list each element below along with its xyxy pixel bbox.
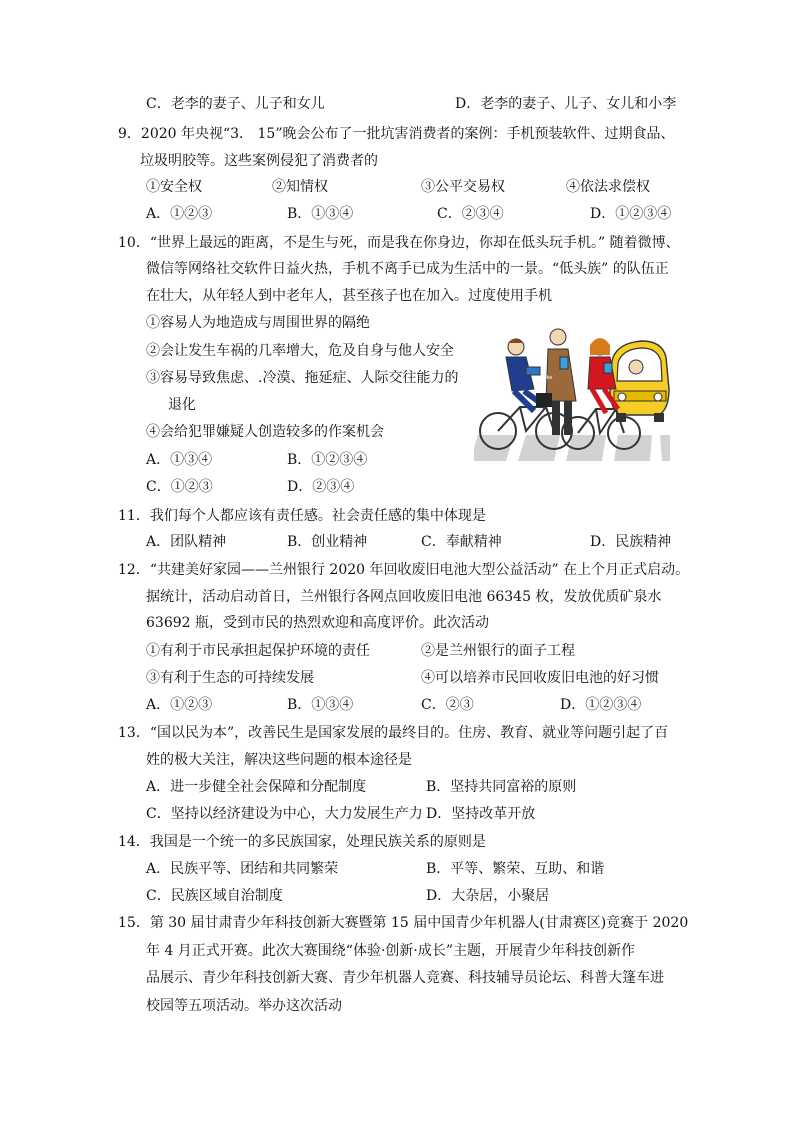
q12-option-a: A．①②③ [146, 697, 213, 713]
q9-option-a: A．①②③ [146, 206, 213, 222]
q12-option-b: B．①③④ [287, 697, 354, 713]
q12-item-3: ③有利于生态的可持续发展 [146, 670, 314, 686]
q10-option-d: D．②③④ [287, 479, 355, 495]
woman-on-bike [588, 338, 618, 413]
q9-stem-line1: 9．2020 年央视“3． 15”晚会公布了一批坑害消费者的案例：手机预装软件、过期食品、 [118, 126, 675, 142]
q13-option-b: B．坚持共同富裕的原则 [426, 779, 577, 795]
q12-stem-line3: 63692 瓶，受到市民的热烈欢迎和高度评价。此次活动 [146, 615, 489, 631]
q11-stem: 11．我们每个人都应该有责任感。社会责任感的集中体现是 [118, 508, 486, 524]
q11-option-d: D．民族精神 [590, 534, 672, 550]
q12-stem-line2: 据统计，活动启动首日，兰州银行各网点回收废旧电池 66345 枚，发放优质矿泉水 [146, 589, 662, 605]
phone-users-illustration [474, 327, 670, 463]
q10-item-3-cont: 退化 [168, 397, 196, 413]
q8-option-c: C．老李的妻子、儿子和女儿 [146, 96, 325, 112]
q10-item-2: ②会让发生车祸的几率增大，危及自身与他人安全 [146, 343, 454, 359]
q13-stem-line2: 姓的极大关注，解决这些问题的根本途径是 [146, 752, 412, 768]
q12-item-2: ②是兰州银行的面子工程 [421, 643, 575, 659]
q13-option-c: C．坚持以经济建设为中心，大力发展生产力 [146, 806, 423, 822]
q14-option-a: A．民族平等、团结和共同繁荣 [146, 861, 339, 877]
q13-stem-line1: 13．“国以民为本”，改善民生是国家发展的最终目的。住房、教育、就业等问题引起了百 [118, 725, 669, 741]
q14-option-d: D．大杂居，小聚居 [426, 888, 550, 904]
q14-stem: 14．我国是一个统一的多民族国家，处理民族关系的原则是 [118, 834, 486, 850]
q12-option-d: D．①②③④ [560, 697, 642, 713]
q9-item-4: ④依法求偿权 [566, 179, 650, 195]
q13-option-d: D．坚持改革开放 [426, 806, 536, 822]
q9-item-1: ①安全权 [146, 179, 202, 195]
q10-option-c: C．①②③ [146, 479, 213, 495]
q12-stem-line1: 12．“共建美好家园——兰州银行 2020 年回收废旧电池大型公益活动” 在上个月正式启动。 [118, 562, 690, 578]
q15-stem-line1: 15．第 30 届甘肃青少年科技创新大赛暨第 15 届中国青少年机器人(甘肃赛区)竞赛于 2020 [118, 915, 689, 931]
q12-item-1: ①有利于市民承担起保护环境的责任 [146, 643, 370, 659]
q15-stem-line4: 校园等五项活动。举办这次活动 [146, 998, 342, 1014]
q15-stem-line2: 年 4 月正式开赛。此次大赛围绕“体验·创新·成长”主题，开展青少年科技创新作 [146, 943, 636, 959]
q10-stem-line1: 10．“世界上最远的距离，不是生与死，而是我在你身边，你却在低头玩手机。” 随着微博、 [118, 235, 680, 251]
q11-option-b: B．创业精神 [287, 534, 368, 550]
q10-stem-line3: 在壮大，从年轻人到中老年人，甚至孩子也在加入。过度使用手机 [146, 288, 552, 304]
q11-option-c: C．奉献精神 [421, 534, 502, 550]
q9-option-d: D．①②③④ [590, 206, 672, 222]
q13-option-a: A．进一步健全社会保障和分配制度 [146, 779, 367, 795]
q10-item-4: ④会给犯罪嫌疑人创造较多的作案机会 [146, 424, 384, 440]
q10-option-b: B．①②③④ [287, 452, 368, 468]
q10-item-3: ③容易导致焦虑、.冷漠、拖延症、人际交往能力的 [146, 370, 459, 386]
q9-item-3: ③公平交易权 [421, 179, 505, 195]
q9-option-c: C．②③④ [437, 206, 504, 222]
q10-option-a: A．①③④ [146, 452, 213, 468]
q14-option-c: C．民族区域自治制度 [146, 888, 283, 904]
q9-stem-line2: 垃圾明胶等。这些案例侵犯了消费者的 [140, 153, 378, 169]
q10-stem-line2: 微信等网络社交软件日益火热，手机不离手已成为生活中的一景。“低头族” 的队伍正 [146, 261, 669, 277]
q11-option-a: A．团队精神 [146, 534, 227, 550]
yellow-car [610, 341, 669, 422]
q12-option-c: C．②③ [421, 697, 474, 713]
q9-option-b: B．①③④ [287, 206, 354, 222]
q8-option-d: D．老李的妻子、儿子、女儿和小李 [455, 96, 677, 112]
phone-screen-text: ngxbke [534, 375, 553, 381]
q9-item-2: ②知情权 [272, 179, 328, 195]
q15-stem-line3: 品展示、青少年科技创新大赛、青少年机器人竞赛、科技辅导员论坛、科普大篷车进 [146, 970, 664, 986]
q12-item-4: ④可以培养市民回收废旧电池的好习惯 [421, 670, 659, 686]
q14-option-b: B．平等、繁荣、互助、和谐 [426, 861, 605, 877]
q10-item-1: ①容易人为地造成与周围世界的隔绝 [146, 315, 370, 331]
